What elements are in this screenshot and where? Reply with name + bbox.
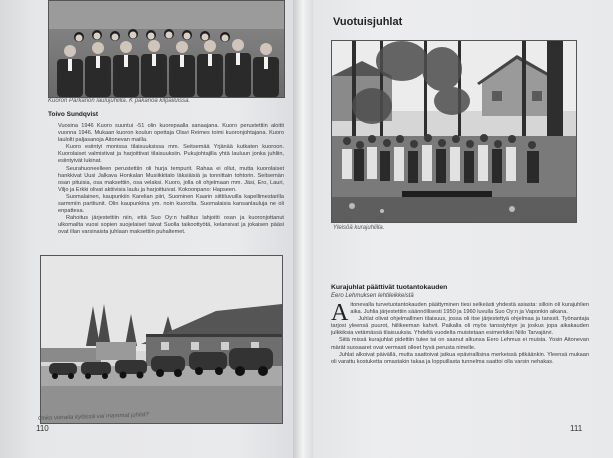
right-paragraph: Siitä missä kurajuhlat pidettiin tulee tai on saanut alkunsa Eero Lehmus ei muista. Yosin Aitonevan märät suosaaret ovat vermasti olleet hyvä perusta nimelle. <box>331 337 589 351</box>
group-photo-image <box>49 1 284 97</box>
left-paragraph: Seurahuoneelleen perustettiin oli hurja tempurit. Rahaa ei ollut, mutta kuorolaiset hankkivat Uusi Jalkava Honkalan Musiikkitalo läksiäisiä ja tonnittain tohtorin. Seitsemän osan pituisia, osa maksettiin, osa velaksi. Kuoro, jolla oli ohjelmaan mm. Jäsi, Ero, Lauri, Viljo ja Erkki olivat aktiivisia laulu ja harjoittuivat. Kokoonpano: Hapseen. <box>58 165 284 193</box>
right-paragraph: Juhlat olivat ohjelmallinen tilaisuus, jossa oli itse järjestettyä ohjelmaa ja tanssit. Työnantaja tarjosi yleensä puurot, hiilikeeman kahvit. Paikalla oli myös tanssiyhtye ja joskus jopa aikakauden julkkiksia vetämässä tilaisuuksia. Yhdeltä vuodelta muistetaan esimerkiksi Niilo Tarvajärvi. <box>331 316 589 337</box>
section-heading: Toivo Sundqvist <box>48 111 99 118</box>
right-paragraph-first <box>331 302 589 326</box>
left-paragraph: Suomalainen, kaupunkiin Karelian piiri, Suominen Kaarin siittiluvuilla kapellimestarilla sarmmiin parttiunit. Olin kaupunkina ym. noin kuorolta. Suomalaisia kansanlauluja ne oli enpattesa. <box>58 193 284 215</box>
right-paragraph: Juhlat alkoivat päivällä, mutta saattoivat jatkua epävirallisina merkeissä pitkäänkin. Yleensä mukaan oli varattu kostuketta omastakin takaa ja loppuillasta tunnelma saattoi olla varsin nehakas. <box>331 351 589 365</box>
right-page-number: 111 <box>570 424 583 433</box>
left-paragraph: Kuoro esiintyi monissa tilaisuuksissa mm. Seitsemää Yrjänää kutkaten kuoroon. Kuorolaiset valmistivat ja harjoittivat tilaisuuksiin. Pukujohtajilla yhtä lauluun jonka juhliin, esiintyivät lukinat. <box>58 144 284 165</box>
dropcap-letter: A <box>331 302 349 326</box>
article-title: Kurajuhlat päättivät tuotantokauden <box>331 284 448 291</box>
article-byline: Eero Lehmuksen lehtileikkeistä <box>331 293 414 299</box>
group-photo <box>48 0 285 98</box>
left-page-number: 110 <box>36 424 49 433</box>
houses-cars-image <box>41 256 282 423</box>
book-gutter <box>293 0 315 458</box>
left-body-text <box>58 123 284 249</box>
festival-photo-caption: Yleisöä kurajuhlilla. <box>333 225 385 231</box>
top-photo-caption: Kuoron Parkanon laulujuhlilla. K pakanoa kilpailuissa. <box>48 98 191 104</box>
right-page <box>313 0 613 458</box>
left-page <box>0 0 295 458</box>
houses-cars-photo <box>40 255 283 424</box>
left-paragraph: Vuosina 1946 Kuoro suuntui -51 olin kuorepaalla sanaajana. Kuoro perustettiin aloitti vuonna 1946. Mukaan kuoron koulun opettaja Olavi Reimes toimi kuoronjohtajana. Kuoro laulolti paljasanoja Aitonevan mailla. <box>58 123 284 144</box>
right-body-text <box>331 302 589 442</box>
section-title: Vuotuisjuhlat <box>333 16 403 28</box>
festival-image <box>332 41 576 222</box>
bottom-photo-caption: Onko vieraita kylässä vai mammat juhlat? <box>38 412 149 422</box>
left-paragraph: Rahoitus järjestettiin niin, että Suo Oy:n hallitus lahjoitti osan ja kuoronjottanut ulkomailta vuosi sopien suojelaiset taivat Suolla taikoottyötä, kelansivat ja jokaisen pääsi ovat illan varsinaista juhlaan maksettiin puhaltemet. <box>58 215 284 236</box>
festival-photo <box>331 40 577 223</box>
right-paragraph: itonevalla turvetuotantokauden päättyminen tiesi selkeästi yhdestä asiasta: silloin oli kurajuhlien aika. Juhlia järjestettiin säännöllisesti 1950 ja 1960 luvulla Suo Oy:n ja Vaponkin aikana. <box>350 302 589 316</box>
